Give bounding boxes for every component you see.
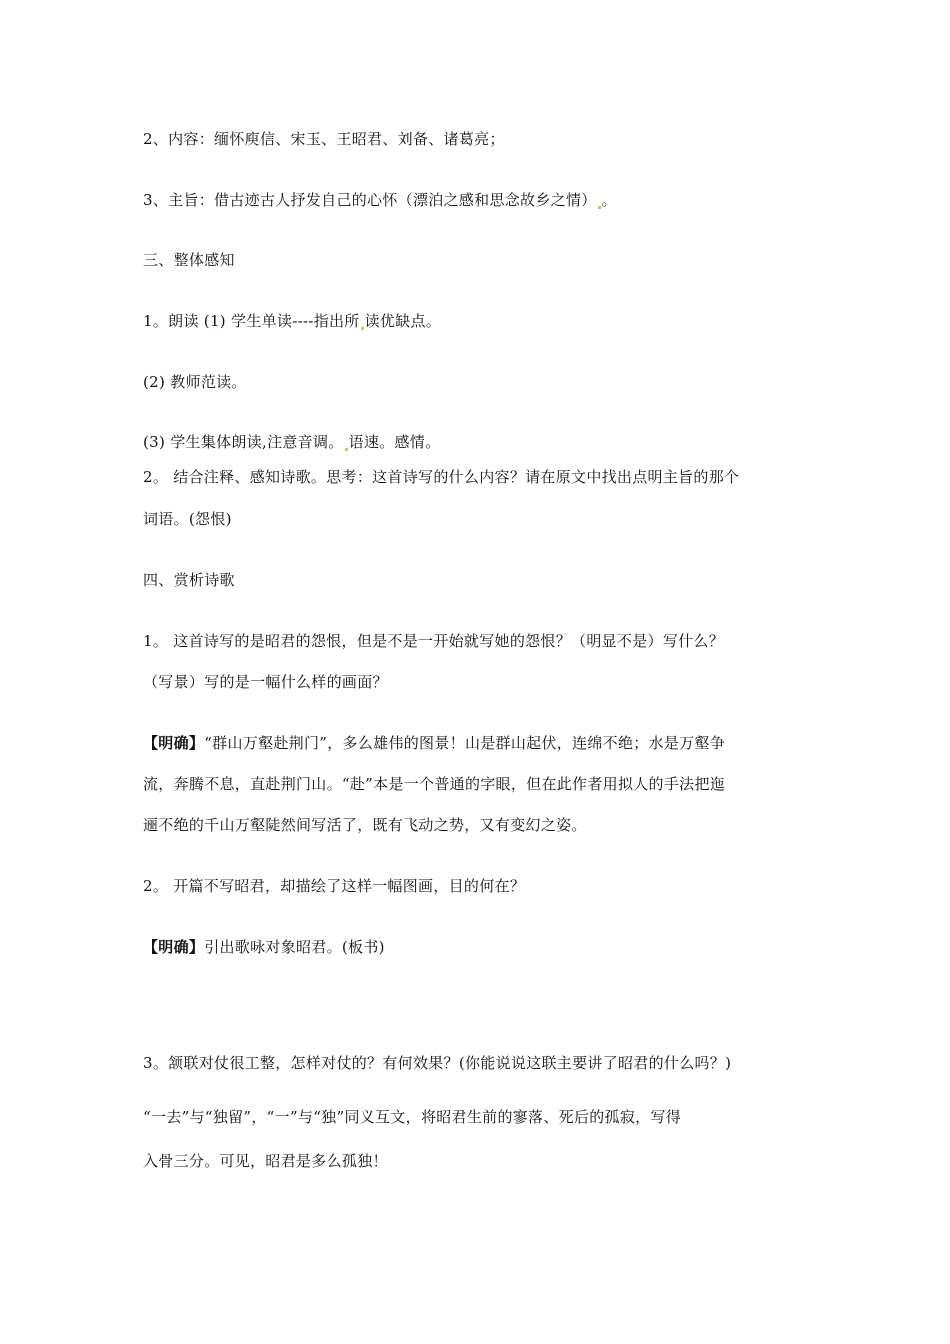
answer-1-line-2: 流，奔腾不息，直赴荆门山。“赴”本是一个普通的字眼，但在此作者用拟人的手法把迤 xyxy=(143,775,726,793)
answer-3-line-2: 入骨三分。可见，昭君是多么孤独！ xyxy=(143,1152,388,1170)
scan-mark xyxy=(598,206,601,209)
scan-mark xyxy=(345,448,348,451)
answer-3-line-1: “一去”与“独留”，“一”与“独”同义互文，将昭君生前的寥落、死后的孤寂，写得 xyxy=(143,1108,682,1126)
question-2-line-2: 词语。(怨恨) xyxy=(143,510,232,528)
scan-mark xyxy=(361,327,364,330)
answer-1-line-3: 逦不绝的千山万壑陡然间写活了，既有飞动之势，又有变幻之姿。 xyxy=(143,816,587,834)
section-heading-4: 四、赏析诗歌 xyxy=(143,571,235,589)
answer-2: 【明确】引出歌咏对象昭君。(板书) xyxy=(143,938,385,956)
reading-step-2: (2) 教师范读。 xyxy=(143,373,247,391)
point-1-line-1: 1。 这首诗写的是昭君的怨恨，但是不是一开始就写她的怨恨？（明显不是）写什么？ xyxy=(143,632,725,650)
reading-step-3: (3) 学生集体朗读,注意音调。 语速。感情。 xyxy=(143,433,441,451)
reading-step-1: 1。朗读 (1) 学生单读----指出所 读优缺点。 xyxy=(143,312,442,330)
point-3: 3。颔联对仗很工整，怎样对仗的？有何效果？(你能说说这联主要讲了昭君的什么吗？) xyxy=(143,1054,732,1072)
answer-1-line-1: 【明确】“群山万壑赴荆门”，多么雄伟的图景！山是群山起伏，连绵不绝；水是万壑争 xyxy=(143,734,726,752)
question-2-line-1: 2。 结合注释、感知诗歌。思考：这首诗写的什么内容？请在原文中找出点明主旨的那个 xyxy=(143,468,740,486)
point-1-line-2: （写景）写的是一幅什么样的画面？ xyxy=(143,673,388,691)
point-2: 2。 开篇不写昭君，却描绘了这样一幅图画，目的何在？ xyxy=(143,877,526,895)
content-line: 2、内容：缅怀庾信、宋玉、王昭君、刘备、诸葛亮； xyxy=(143,130,505,148)
section-heading-3: 三、整体感知 xyxy=(143,251,235,269)
theme-line: 3、主旨：借古迹古人抒发自己的心怀（漂泊之感和思念故乡之情） 。 xyxy=(143,191,617,209)
